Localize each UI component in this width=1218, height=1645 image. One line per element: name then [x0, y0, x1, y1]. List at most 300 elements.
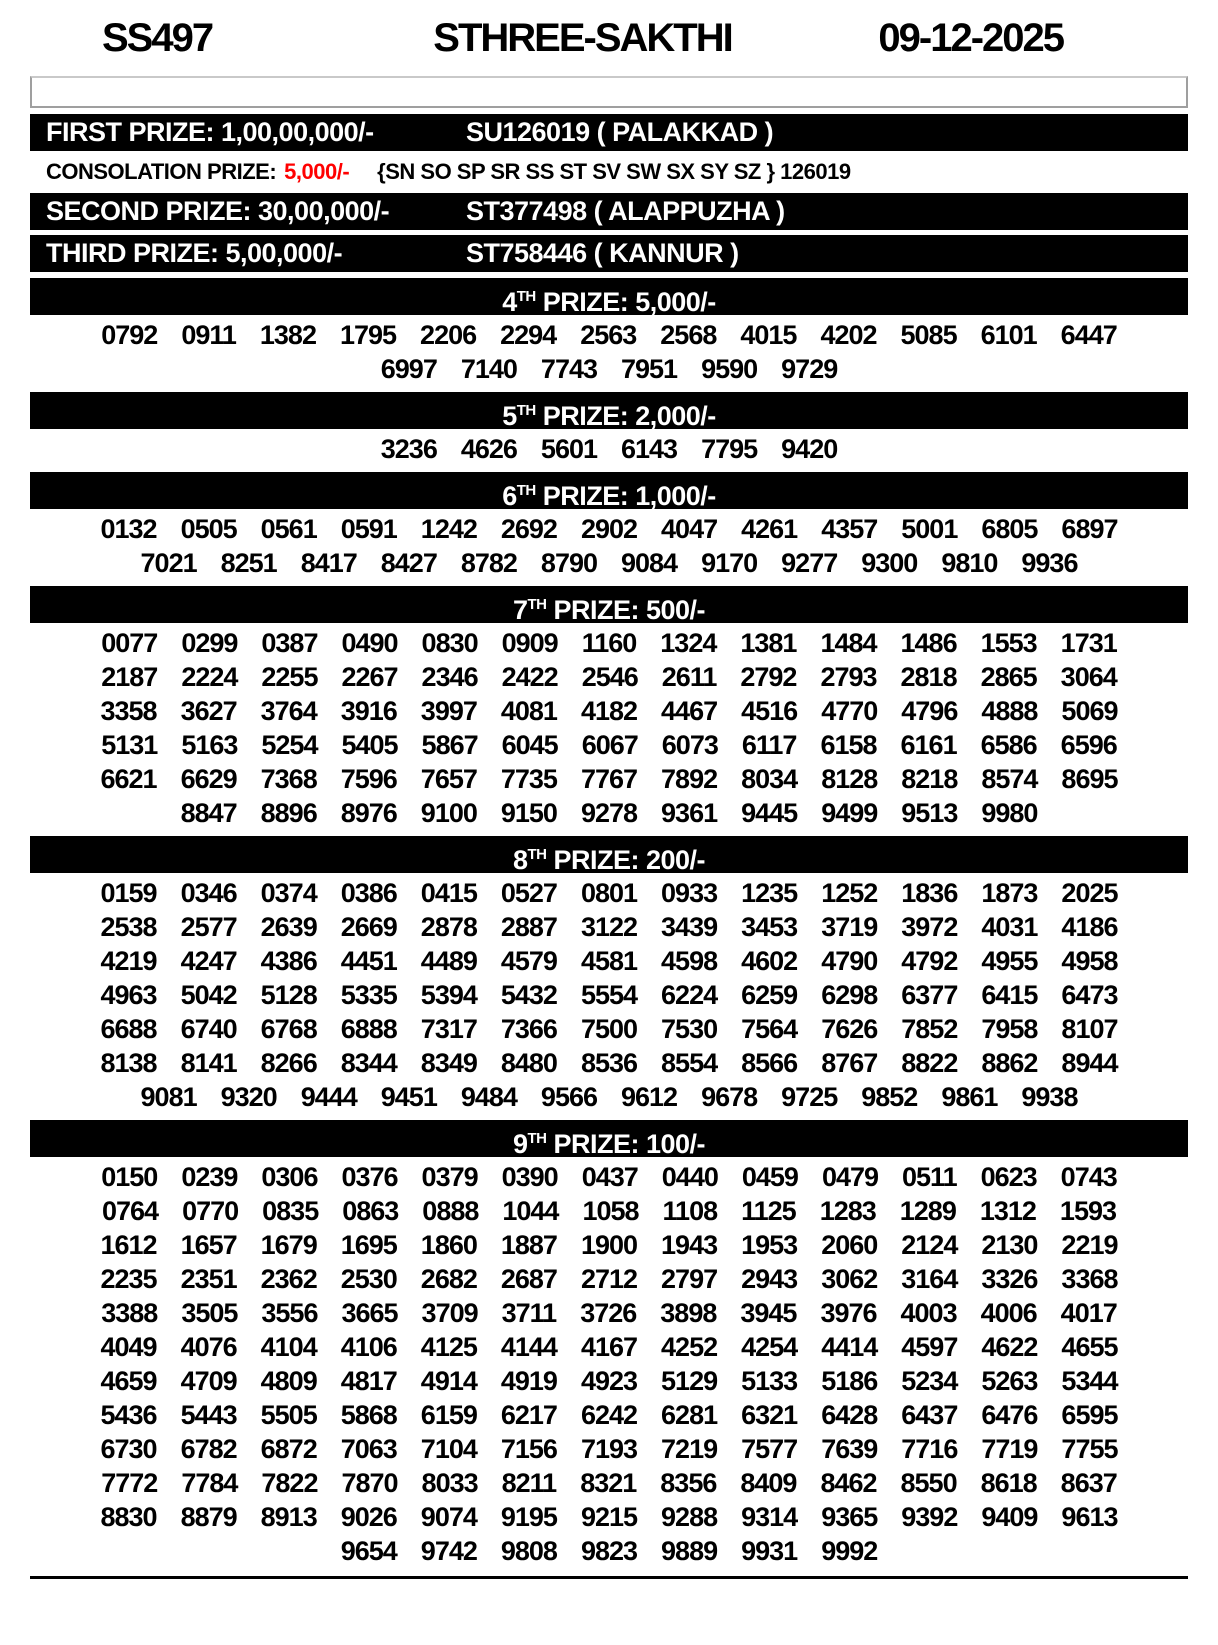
prize-number: 2687	[500, 1264, 557, 1294]
prize-number: 6259	[741, 980, 798, 1010]
prize-number: 0764	[101, 1196, 159, 1226]
prize-number: 4809	[260, 1366, 317, 1396]
number-row	[30, 728, 1188, 762]
prize-number: 8782	[460, 548, 517, 578]
prize-number: 9938	[1021, 1082, 1078, 1112]
prize-number: 2130	[981, 1230, 1038, 1260]
prize-number: 1283	[819, 1196, 876, 1226]
prize-number: 4581	[580, 946, 638, 976]
prize-number: 4015	[740, 320, 797, 350]
prize-number: 6872	[260, 1434, 317, 1464]
prize-number: 0623	[980, 1162, 1037, 1192]
prize-number: 7743	[540, 354, 597, 384]
prize-number: 4579	[500, 946, 557, 976]
prize-section-4th	[30, 278, 1188, 386]
prize-number: 0909	[501, 628, 558, 658]
prize-number: 4357	[821, 514, 878, 544]
prize-number: 6730	[100, 1434, 157, 1464]
number-row	[30, 1262, 1188, 1296]
prize-number: 0239	[181, 1162, 238, 1192]
prize-number: 5263	[981, 1366, 1038, 1396]
prize-number: 9361	[661, 798, 718, 828]
prize-number: 7772	[101, 1468, 158, 1498]
prize-number: 0505	[180, 514, 237, 544]
prize-number: 5128	[260, 980, 317, 1010]
number-row	[30, 796, 1188, 830]
prize-number: 0415	[420, 878, 477, 908]
consolation-prize-row	[30, 156, 1188, 188]
prize-number: 6782	[180, 1434, 237, 1464]
prize-number: 8830	[100, 1502, 157, 1532]
number-row	[30, 1080, 1188, 1114]
prize-number: 3711	[501, 1298, 557, 1328]
prize-number: 2865	[980, 662, 1037, 692]
prize-number: 4252	[661, 1332, 718, 1362]
prize-number: 7317	[420, 1014, 477, 1044]
prize-number: 9445	[741, 798, 798, 828]
prize-number: 9081	[140, 1082, 197, 1112]
number-row	[30, 1228, 1188, 1262]
prize-number: 9278	[580, 798, 638, 828]
prize-number: 0792	[101, 320, 158, 350]
prize-number: 6224	[661, 980, 718, 1010]
prize-number: 8695	[1061, 764, 1118, 794]
blank-banner-box	[30, 76, 1188, 108]
number-row	[30, 1012, 1188, 1046]
number-row	[30, 762, 1188, 796]
prize-number: 8896	[260, 798, 317, 828]
prize-number: 1657	[180, 1230, 237, 1260]
prize-number: 3064	[1060, 662, 1117, 692]
prize-number: 4261	[741, 514, 798, 544]
prize-number: 1695	[340, 1230, 397, 1260]
prize-number: 0390	[501, 1162, 558, 1192]
prize-number: 7716	[901, 1434, 958, 1464]
prize-number: 6377	[901, 980, 958, 1010]
prize-number: 6073	[661, 730, 718, 760]
prize-number: 1312	[979, 1196, 1036, 1226]
prize-number: 8944	[1061, 1048, 1118, 1078]
prize-number: 9100	[420, 798, 477, 828]
prize-number: 5436	[100, 1400, 157, 1430]
prize-number: 6595	[1061, 1400, 1118, 1430]
prize-number: 2887	[500, 912, 557, 942]
prize-number: 2797	[661, 1264, 718, 1294]
prize-number: 4144	[500, 1332, 557, 1362]
first-prize-label: FIRST PRIZE: 1,00,00,000/-	[46, 117, 374, 147]
number-row	[30, 694, 1188, 728]
prize-number: 5001	[901, 514, 958, 544]
prize-number: 5344	[1061, 1366, 1118, 1396]
prize-number: 7140	[460, 354, 517, 384]
prize-number: 3326	[981, 1264, 1038, 1294]
prize-number: 2362	[260, 1264, 317, 1294]
prize-number: 8344	[340, 1048, 397, 1078]
prize-number: 0387	[261, 628, 318, 658]
prize-number: 7104	[420, 1434, 477, 1464]
prize-number: 2219	[1061, 1230, 1118, 1260]
prize-number: 6473	[1061, 980, 1118, 1010]
prize-number: 1289	[899, 1196, 956, 1226]
prize-number: 1382	[259, 320, 316, 350]
number-row	[30, 546, 1188, 580]
prize-number: 4914	[420, 1366, 477, 1396]
prize-number: 5254	[261, 730, 318, 760]
third-prize-bar	[30, 235, 1188, 272]
prize-number: 6768	[260, 1014, 317, 1044]
prize-number: 9499	[821, 798, 878, 828]
page-header	[30, 0, 1188, 68]
prize-number: 1612	[100, 1230, 157, 1260]
prize-number: 1381	[740, 628, 797, 658]
number-row	[30, 660, 1188, 694]
prize-number: 4963	[100, 980, 157, 1010]
prize-number: 7639	[821, 1434, 878, 1464]
prize-number: 1795	[339, 320, 397, 350]
prize-number: 4796	[901, 696, 958, 726]
prize-number: 7767	[580, 764, 638, 794]
prize-number: 1484	[820, 628, 877, 658]
prize-section-title: 7TH PRIZE: 500/-	[30, 586, 1188, 623]
prize-number: 8550	[900, 1468, 957, 1498]
prize-number: 7870	[341, 1468, 398, 1498]
prize-number: 4626	[460, 434, 517, 464]
prize-number: 9084	[621, 548, 678, 578]
prize-section-9th	[30, 1120, 1188, 1568]
number-row	[30, 1296, 1188, 1330]
prize-number: 5069	[1061, 696, 1118, 726]
number-row	[30, 626, 1188, 660]
prize-number: 5443	[180, 1400, 237, 1430]
prize-number: 9392	[901, 1502, 958, 1532]
prize-number: 9852	[861, 1082, 918, 1112]
prize-number: 3556	[261, 1298, 318, 1328]
prize-number: 4655	[1061, 1332, 1118, 1362]
number-row	[30, 1194, 1188, 1228]
prize-number: 6997	[380, 354, 437, 384]
prize-number: 5601	[540, 434, 597, 464]
prize-number: 6897	[1061, 514, 1118, 544]
prize-section-title: 5TH PRIZE: 2,000/-	[30, 392, 1188, 429]
number-row	[30, 1500, 1188, 1534]
prize-number: 7530	[661, 1014, 718, 1044]
prize-number: 1873	[981, 878, 1038, 908]
prize-number: 3627	[180, 696, 237, 726]
prize-number: 0591	[340, 514, 397, 544]
number-row	[30, 432, 1188, 466]
prize-number: 1731	[1060, 628, 1117, 658]
prize-number: 8033	[421, 1468, 478, 1498]
prize-number: 8847	[180, 798, 237, 828]
prize-number: 7719	[981, 1434, 1038, 1464]
prize-number: 1679	[260, 1230, 317, 1260]
prize-number: 5131	[101, 730, 158, 760]
prize-number: 6067	[581, 730, 638, 760]
prize-number: 2530	[340, 1264, 397, 1294]
prize-number: 7657	[420, 764, 477, 794]
prize-number: 6740	[180, 1014, 237, 1044]
prize-number: 7021	[140, 548, 197, 578]
prize-number: 9484	[460, 1082, 517, 1112]
prize-number: 9931	[741, 1536, 798, 1566]
prize-number: 5133	[741, 1366, 798, 1396]
prize-number: 8266	[260, 1048, 317, 1078]
prize-number: 2206	[420, 320, 477, 350]
prize-number: 9936	[1021, 548, 1078, 578]
prize-number: 5405	[341, 730, 398, 760]
prize-number: 4516	[741, 696, 798, 726]
prize-number: 8251	[220, 548, 277, 578]
prize-number: 6428	[821, 1400, 878, 1430]
prize-number: 9590	[701, 354, 758, 384]
number-row	[30, 1534, 1188, 1568]
prize-number: 9320	[220, 1082, 277, 1112]
prize-number: 4919	[500, 1366, 557, 1396]
prize-number: 4414	[821, 1332, 878, 1362]
prize-number: 4597	[901, 1332, 958, 1362]
prize-number: 0801	[580, 878, 638, 908]
prize-number: 9612	[621, 1082, 678, 1112]
prize-number: 2902	[580, 514, 638, 544]
prize-number: 5335	[340, 980, 397, 1010]
prize-number: 4598	[661, 946, 718, 976]
prize-number: 7784	[181, 1468, 238, 1498]
prize-number: 3719	[821, 912, 878, 942]
prize-number: 4489	[420, 946, 477, 976]
prize-number: 9074	[420, 1502, 477, 1532]
prize-number: 3945	[740, 1298, 797, 1328]
first-prize-bar	[30, 114, 1188, 151]
prize-number: 0911	[181, 320, 236, 350]
number-row	[30, 1046, 1188, 1080]
prize-number: 3439	[661, 912, 718, 942]
prize-number: 6101	[980, 320, 1037, 350]
prize-number: 0835	[262, 1196, 319, 1226]
prize-number: 8618	[980, 1468, 1037, 1498]
prize-number: 2792	[740, 662, 797, 692]
prize-number: 2422	[501, 662, 558, 692]
prize-number: 7156	[500, 1434, 557, 1464]
prize-number: 0479	[821, 1162, 879, 1192]
prize-number: 6242	[580, 1400, 638, 1430]
prize-number: 9654	[340, 1536, 397, 1566]
prize-number: 9808	[500, 1536, 557, 1566]
prize-number: 8356	[660, 1468, 717, 1498]
prize-number: 5505	[260, 1400, 317, 1430]
prize-number: 1252	[821, 878, 878, 908]
prize-number: 5554	[580, 980, 638, 1010]
prize-number: 0490	[341, 628, 398, 658]
prize-number: 1235	[741, 878, 798, 908]
prize-number: 0830	[421, 628, 478, 658]
prize-number: 7596	[340, 764, 397, 794]
lower-prizes	[30, 278, 1188, 1568]
prize-number: 8480	[500, 1048, 557, 1078]
prize-number: 6586	[980, 730, 1037, 760]
prize-number: 7852	[901, 1014, 958, 1044]
prize-number: 2682	[420, 1264, 477, 1294]
prize-number: 8913	[260, 1502, 317, 1532]
prize-number: 8427	[380, 548, 437, 578]
prize-number: 4958	[1061, 946, 1118, 976]
prize-number: 6217	[500, 1400, 557, 1430]
prize-number: 2224	[181, 662, 238, 692]
prize-number: 2025	[1061, 878, 1118, 908]
prize-number: 6117	[741, 730, 797, 760]
prize-number: 7626	[821, 1014, 878, 1044]
prize-number: 6805	[981, 514, 1038, 544]
prize-number: 6437	[901, 1400, 958, 1430]
prize-number: 0299	[181, 628, 238, 658]
prize-number: 1900	[580, 1230, 638, 1260]
prize-number: 2669	[340, 912, 397, 942]
prize-number: 6045	[501, 730, 558, 760]
prize-number: 4955	[981, 946, 1038, 976]
prize-number: 9725	[781, 1082, 838, 1112]
prize-number: 3972	[901, 912, 958, 942]
first-prize-winner: SU126019 ( PALAKKAD )	[466, 117, 774, 147]
prize-number: 8409	[740, 1468, 797, 1498]
prize-number: 4923	[580, 1366, 638, 1396]
prize-number: 8128	[821, 764, 878, 794]
prize-number: 5085	[900, 320, 957, 350]
prize-number: 0376	[341, 1162, 398, 1192]
prize-number: 0770	[182, 1196, 239, 1226]
prize-number: 2546	[581, 662, 638, 692]
prize-number: 0743	[1060, 1162, 1117, 1192]
prize-number: 0437	[581, 1162, 638, 1192]
prize-number: 1836	[901, 878, 958, 908]
prize-number: 8141	[180, 1048, 237, 1078]
prize-number: 3764	[260, 696, 317, 726]
prize-number: 2267	[341, 662, 398, 692]
number-row	[30, 1364, 1188, 1398]
prize-number: 5042	[180, 980, 237, 1010]
prize-number: 5868	[340, 1400, 397, 1430]
prize-number: 6143	[621, 434, 678, 464]
prize-number: 1953	[741, 1230, 798, 1260]
prize-number: 4659	[100, 1366, 157, 1396]
prize-number: 4182	[580, 696, 638, 726]
prize-number: 9980	[981, 798, 1038, 828]
number-row	[30, 318, 1188, 352]
prize-number: 6158	[820, 730, 877, 760]
prize-number: 1058	[582, 1196, 639, 1226]
prize-section-title: 9TH PRIZE: 100/-	[30, 1120, 1188, 1157]
prize-section-7th	[30, 586, 1188, 830]
prize-number: 1887	[500, 1230, 557, 1260]
prize-number: 3388	[101, 1298, 158, 1328]
prize-number: 8822	[901, 1048, 958, 1078]
prize-number: 0159	[100, 878, 157, 908]
prize-number: 5234	[901, 1366, 958, 1396]
prize-number: 6415	[981, 980, 1038, 1010]
second-prize-bar	[30, 193, 1188, 230]
prize-number: 4817	[340, 1366, 397, 1396]
prize-number: 4031	[981, 912, 1038, 942]
number-row	[30, 978, 1188, 1012]
prize-number: 9215	[580, 1502, 638, 1532]
prize-number: 3164	[901, 1264, 958, 1294]
prize-number: 0440	[661, 1162, 718, 1192]
prize-number: 2943	[741, 1264, 798, 1294]
prize-number: 9992	[821, 1536, 878, 1566]
prize-number: 4076	[180, 1332, 237, 1362]
prize-number: 4125	[420, 1332, 477, 1362]
prize-number: 2577	[180, 912, 237, 942]
prize-number: 2611	[661, 662, 717, 692]
prize-number: 8034	[741, 764, 798, 794]
number-row	[30, 352, 1188, 386]
prize-number: 0132	[100, 514, 157, 544]
prize-number: 6629	[180, 764, 237, 794]
prize-number: 8862	[981, 1048, 1038, 1078]
prize-number: 2818	[900, 662, 957, 692]
prize-number: 8211	[501, 1468, 557, 1498]
number-row	[30, 944, 1188, 978]
prize-number: 6476	[981, 1400, 1038, 1430]
prize-number: 5867	[421, 730, 478, 760]
prize-number: 8107	[1061, 1014, 1118, 1044]
prize-number: 7063	[340, 1434, 397, 1464]
prize-number: 9513	[901, 798, 958, 828]
prize-number: 4467	[661, 696, 718, 726]
prize-number: 0306	[261, 1162, 318, 1192]
prize-number: 4017	[1060, 1298, 1117, 1328]
prize-number: 1160	[581, 628, 637, 658]
prize-number: 0511	[902, 1162, 957, 1192]
prize-number: 7958	[981, 1014, 1038, 1044]
prize-number: 0077	[101, 628, 158, 658]
prize-number: 4888	[981, 696, 1038, 726]
prize-number: 8462	[820, 1468, 877, 1498]
prize-number: 4202	[820, 320, 877, 350]
prize-section-5th	[30, 392, 1188, 466]
third-prize-label: THIRD PRIZE: 5,00,000/-	[46, 238, 343, 268]
prize-number: 9742	[420, 1536, 477, 1566]
prize-number: 6888	[340, 1014, 397, 1044]
prize-number: 3236	[380, 434, 437, 464]
prize-number: 1943	[661, 1230, 718, 1260]
prize-section-title: 8TH PRIZE: 200/-	[30, 836, 1188, 873]
bottom-divider	[30, 1576, 1188, 1579]
prize-number: 3358	[100, 696, 157, 726]
prize-number: 2692	[500, 514, 557, 544]
prize-number: 7193	[580, 1434, 638, 1464]
prize-number: 5394	[420, 980, 477, 1010]
prize-number: 2793	[820, 662, 877, 692]
prize-section-title: 6TH PRIZE: 1,000/-	[30, 472, 1188, 509]
prize-number: 4047	[661, 514, 718, 544]
prize-number: 9365	[821, 1502, 878, 1532]
prize-number: 5129	[661, 1366, 718, 1396]
prize-number: 3453	[741, 912, 798, 942]
prize-number: 9444	[300, 1082, 357, 1112]
prize-number: 5432	[500, 980, 557, 1010]
prize-number: 2346	[421, 662, 478, 692]
prize-number: 6621	[100, 764, 157, 794]
prize-number: 1860	[420, 1230, 477, 1260]
prize-number: 9451	[380, 1082, 437, 1112]
prize-number: 4770	[821, 696, 878, 726]
prize-number: 2235	[100, 1264, 157, 1294]
consolation-series: {SN SO SP SR SS ST SV SW SX SY SZ } 126019	[377, 159, 851, 184]
prize-number: 3726	[580, 1298, 637, 1328]
prize-number: 7951	[621, 354, 678, 384]
prize-number: 6447	[1060, 320, 1117, 350]
prize-number: 6161	[900, 730, 957, 760]
prize-number: 8790	[540, 548, 597, 578]
